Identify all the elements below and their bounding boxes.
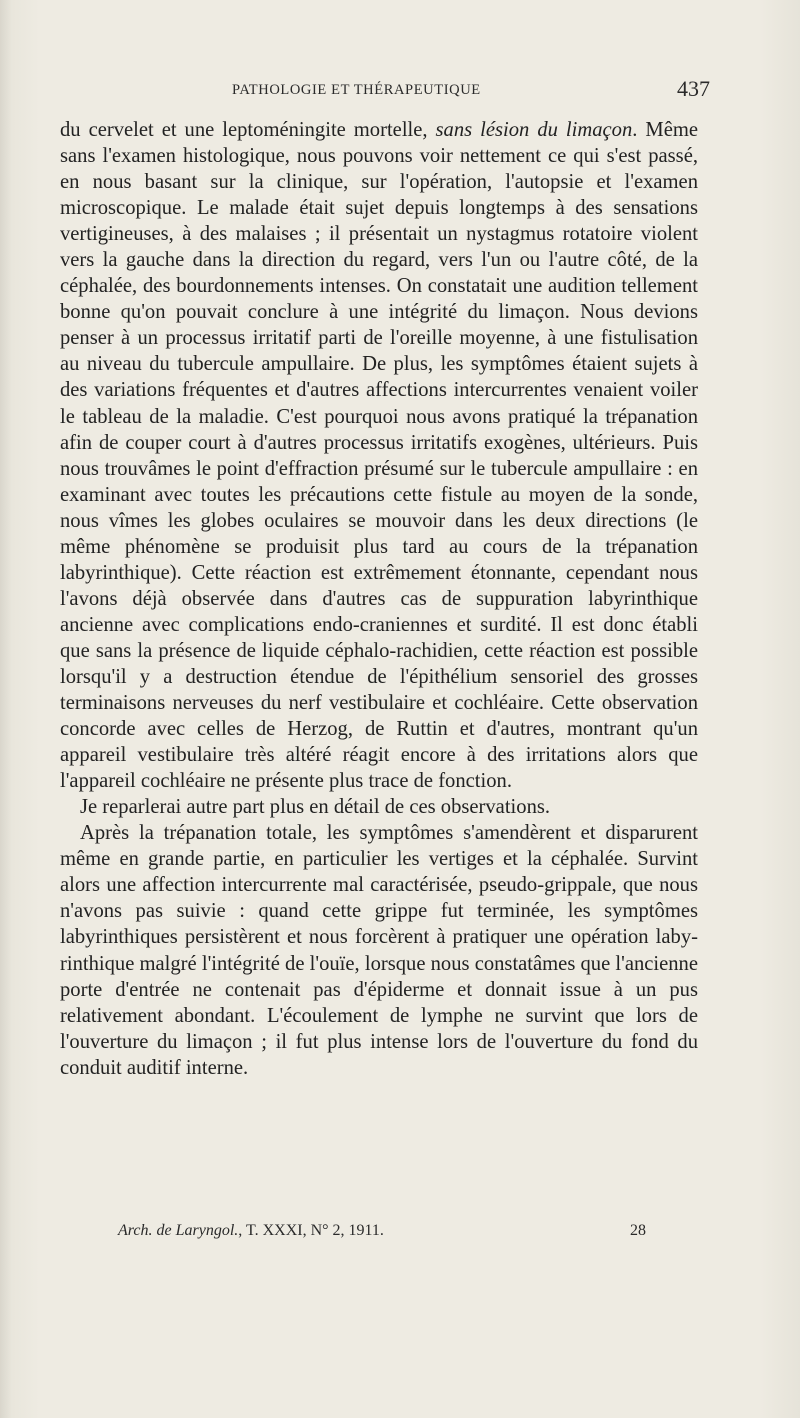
paragraph-3: Après la trépanation totale, les symptômes s'amendèrent et disparurent même en grande partie, en particulier les vertiges et la céphalée. Survint alors une affection intercurrente mal caractérisée, pseudo-grippale, que nous n'avons pas suivie : quand cette grippe fut terminée, les symptômes labyrinthiques persistèrent et nous forcèrent à pratiquer une opération labyrinthique malgré l'intégrité de l'ouïe, lorsque nous constatâmes que l'ancienne porte d'entrée ne contenait pas d'épiderme et donnait issue à un pus relativement abondant. L'écoulement de lymphe ne survint que lors de l'ouverture du limaçon ; il fut plus intense lors de l'ouverture du fond du conduit auditif interne. xyxy=(60,822,698,1079)
paragraph-1-italic: sans lésion du limaçon xyxy=(435,119,633,141)
journal-volume: , T. XXXI, N° 2, 1911. xyxy=(238,1222,384,1239)
running-head: PATHOLOGIE ET THÉRAPEUTIQUE xyxy=(232,82,481,98)
body-text xyxy=(60,117,698,1081)
page-footer xyxy=(118,1222,646,1246)
paragraph-1-rest: . Même sans l'examen histologique, nous pouvons voir nettement ce qui s'est passé, en nous basant sur la clinique, sur l'opération, l'autopsie et l'examen microscopique. Le malade était sujet depuis longtemps à des sensations vertigineuses, à des malaises ; il présentait un nystagmus rotatoire violent vers la gauche dans la direction du regard, vers l'un ou l'autre côté, de la céphalée, des bourdonnements intenses. On constatait une audition tellement bonne qu'on pouvait conclure à une intégrité du limaçon. Nous devions penser à un processus irritatif parti de l'oreille moyenne, à une fistulisation au niveau du tubercule ampullaire. De plus, les symptômes étaient sujets à des variations fréquentes et d'autres affections intercurrentes venaient voiler le tableau de la maladie. C'est pourquoi nous avons pratiqué la trépanation afin de couper court à d'autres processus irritatifs exogènes, ultérieurs. Puis nous trouvâmes le point d'effraction présumé sur le tubercule ampullaire : en examinant avec toutes les précautions cette fistule au moyen de la sonde, nous vîmes les globes oculaires se mouvoir dans les deux directions (le même phénomène se produisit plus tard au cours de la trépanation labyrinthique). Cette réaction est extrêmement étonnante, cependant nous l'avons déjà observée dans d'autres cas de suppuration labyrinthique ancienne avec complications endo-craniennes et surdité. Il est donc établi que sans la présence de liquide céphalo-rachidien, cette réaction est possible lorsqu'il y a destruction étendue de l'épithélium sensoriel des grosses terminaisons nerveuses du nerf vestibulaire et cochléaire. Cette observation concorde avec celles de Herzog, de Ruttin et d'autres, montrant qu'un appareil vestibulaire très altéré réagit encore à des irritations alors que l'appareil cochléaire ne présente plus trace de fonction. xyxy=(60,119,698,793)
journal-citation xyxy=(118,1222,384,1240)
paragraph-1-lead: du cervelet et une leptoméningite mortelle, xyxy=(60,119,436,141)
page-header xyxy=(232,76,710,104)
journal-name: Arch. de Laryngol. xyxy=(118,1222,239,1239)
paragraph-2: Je reparlerai autre part plus en détail de ces observations. xyxy=(80,796,551,819)
page-number: 437 xyxy=(677,76,710,101)
sheet-number: 28 xyxy=(630,1222,646,1239)
paragraph-1 xyxy=(60,117,698,794)
